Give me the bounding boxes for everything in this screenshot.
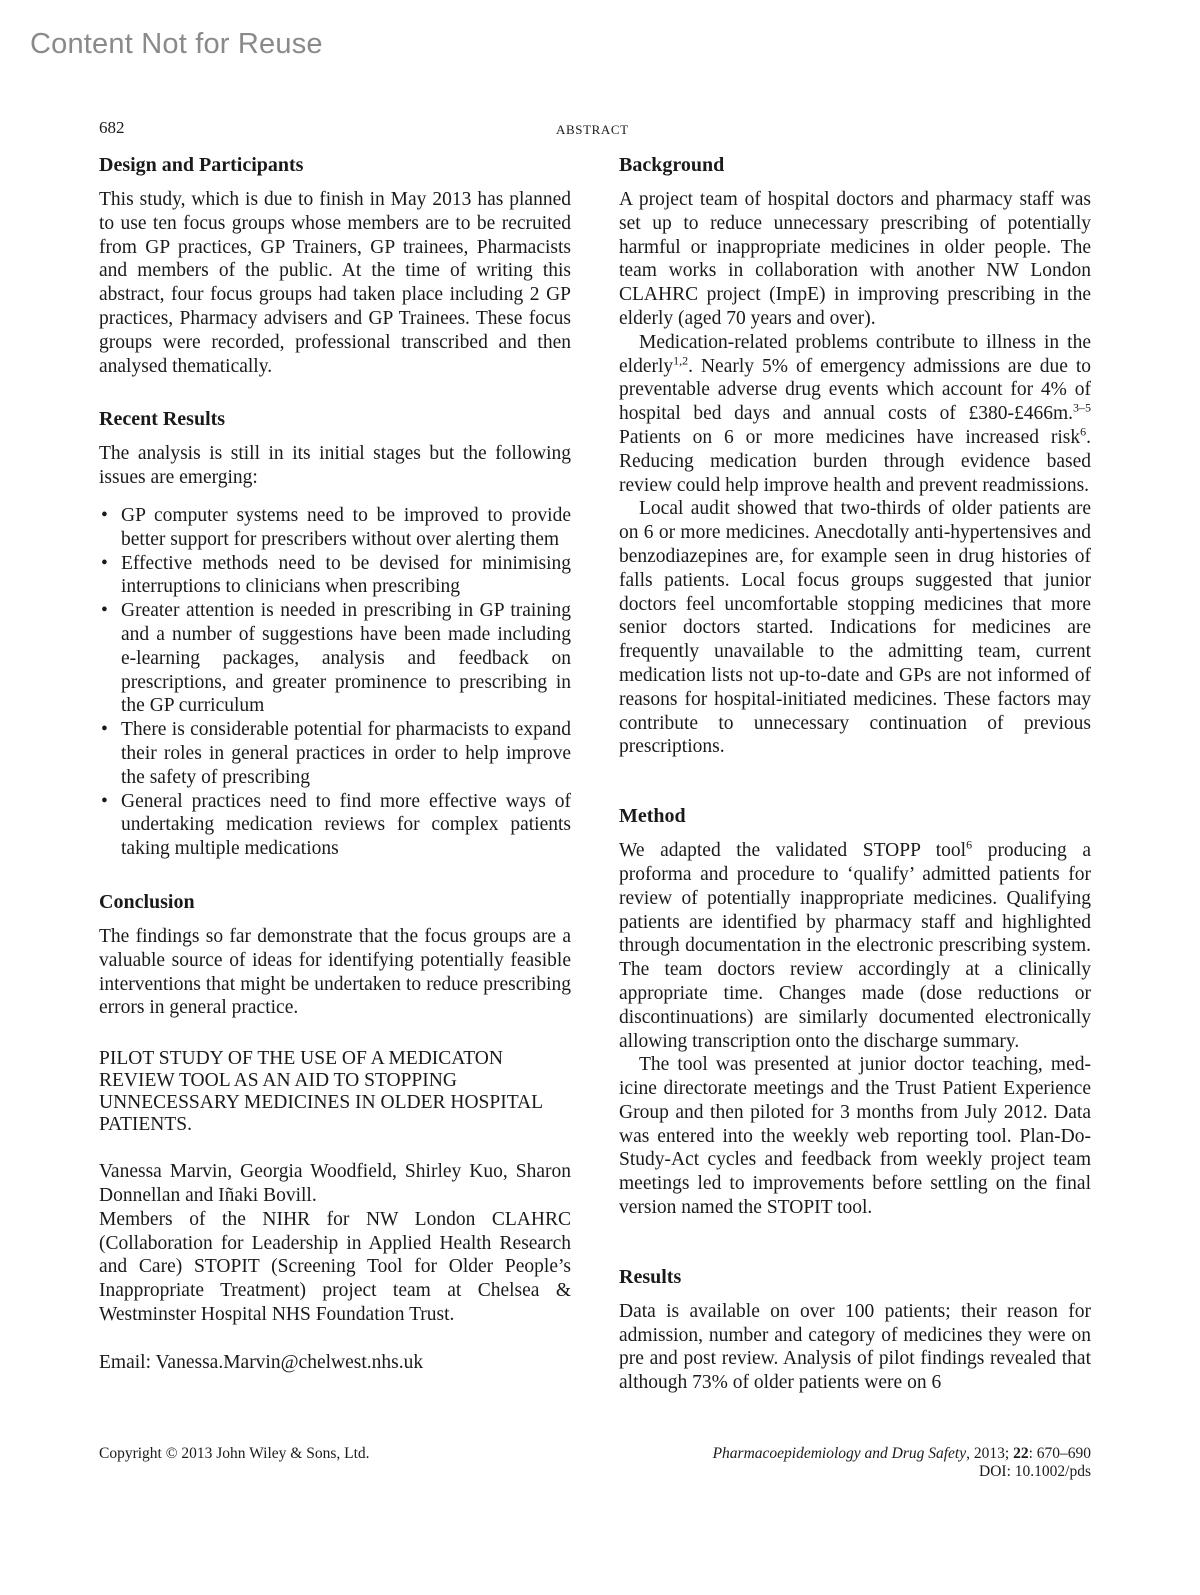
email: Email: Vanessa.Marvin@chelwest.nhs.uk <box>99 1351 424 1373</box>
results-text: Data is available on over 100 patients; their reason for admission, number and category of medicines they were on pre and post review. Analysis of pilot findings revealed that although 73% of older patients were on 6 <box>619 1300 1091 1394</box>
list-item <box>99 718 571 789</box>
citation: 1,2 <box>673 353 689 368</box>
background-paragraph-2 <box>619 331 1091 498</box>
method-heading: Method <box>619 805 686 828</box>
bullet-icon: • <box>101 552 108 574</box>
bullet-icon: • <box>101 504 108 526</box>
citation-footer <box>713 1445 1091 1481</box>
bullet-icon: • <box>101 790 108 812</box>
design-heading: Design and Participants <box>99 154 304 176</box>
method-text: producing a proforma and procedure to ‘qualify’ admitted patients for review of potentially inappropriate medicines. Qualifying patients are identified by pharmacy staff and highlighted through documentation in the electronic prescribing system. The team doctors review accordingly at a clinically appropriate time. Changes made (dose reductions or discontinuations) are similarly documented electronically allowing transcription onto the discharge summary. <box>619 840 1091 1052</box>
issues-list <box>99 504 571 861</box>
background-paragraph-3: Local audit showed that two-thirds of older patients are on 6 or more medicines. Anecdotally anti-hypertensives and benzodiazepines are, for example seen in drug histories of falls patients. Local focus groups suggested that junior doctors feel uncomfortable stopping medicines that more senior doctors started. Indications for medicines are frequently unavailable to the admitting team, current medication lists not up-to-date and GPs are not informed of reasons for hospital-initiated medicines. These factors may contribute to unnecessary continuation of previous prescriptions. <box>619 498 1091 758</box>
background-text: Patients on 6 or more medicines have increased risk <box>619 426 1081 448</box>
citation: 6 <box>1080 424 1087 439</box>
background-section <box>619 152 1091 759</box>
doi: DOI: 10.1002/pds <box>979 1463 1091 1480</box>
list-item <box>99 599 571 718</box>
article-title: PILOT STUDY OF THE USE OF A MEDICATON REVIEW TOOL AS AN AID TO STOPPING UNNECESSARY MEDICINES IN OLDER HOSPITAL PATIENTS. <box>99 1048 543 1136</box>
citation: 6 <box>966 837 973 852</box>
background-text: Medication-related problems contribute to illness in the elderly <box>619 331 1091 377</box>
conclusion-section <box>99 889 571 1020</box>
list-item-text: General practices need to find more effective ways of undertaking medication reviews for complex patients taking multiple medications <box>121 790 571 860</box>
list-item <box>99 504 571 552</box>
method-text: We adapted the validated STOPP tool <box>619 840 967 862</box>
method-paragraph-2: The tool was presented at junior doctor teaching, medicine directorate meetings and the Trust Patient Experience Group and then piloted for 3 months from July 2012. Data was entered into the weekly web reporting tool. Plan-Do-Study-Act cycles and feedback from weekly project team meetings led to improvements before settling on the final version named the STOPIT tool. <box>619 1054 1091 1219</box>
left-column <box>99 152 571 1374</box>
watermark: Content Not for Reuse <box>30 28 323 60</box>
authors-block <box>99 1160 571 1374</box>
copyright: Copyright © 2013 John Wiley & Sons, Ltd. <box>99 1445 370 1462</box>
list-item-text: Greater attention is needed in prescribing in GP training and a number of suggestions have been made including e-learning packages, analysis and feedback on prescriptions, and greater prominence to prescribing in the GP curriculum <box>121 600 571 717</box>
results-section <box>619 1264 1091 1395</box>
list-item-text: There is considerable potential for pharmacists to expand their roles in general practices in order to help improve the safety of prescribing <box>121 719 571 788</box>
pages: : 670–690 <box>1028 1445 1091 1462</box>
list-item <box>99 790 571 861</box>
background-heading: Background <box>619 154 725 176</box>
recent-results-heading: Recent Results <box>99 408 226 431</box>
citation-year: , 2013; <box>966 1445 1014 1462</box>
results-heading: Results <box>619 1265 682 1288</box>
design-text: This study, which is due to finish in May 2013 has planned to use ten focus groups whose members are to be recruited from GP practices, GP Trainers, GP trainees, Pharmacists and members of the public. At the time of writing this abstract, four focus groups had taken place including 2 GP practices, Pharmacy advisers and GP Trainees. These focus groups were recorded, professional transcribed and then analysed thematically. <box>99 189 571 377</box>
method-paragraph-1 <box>619 839 1091 1053</box>
design-section <box>99 152 571 378</box>
recent-results-intro: The analysis is still in its initial stages but the following issues are emerging: <box>99 443 571 489</box>
journal-citation <box>713 1445 1091 1463</box>
volume: 22 <box>1013 1445 1029 1462</box>
background-text: . Reducing medication burden through evidence based review could help improve health and prevent readmissions. <box>619 426 1091 496</box>
conclusion-heading: Conclusion <box>99 890 195 913</box>
affiliation: Members of the NIHR for NW London CLAHRC (Collaboration for Leadership in Applied Health Research and Care) STOPIT (Screening Tool for Older People’s Inappropriate Treatment) project team at Chelsea & Westminster Hospital NHS Foundation Trust. <box>99 1208 571 1325</box>
method-section <box>619 803 1091 1220</box>
bullet-icon: • <box>101 719 108 741</box>
author-list: Vanessa Marvin, Georgia Woodfield, Shirley Kuo, Sharon Donnellan and Iñaki Bovill. <box>99 1161 571 1206</box>
right-column <box>619 152 1091 1423</box>
list-item <box>99 552 571 600</box>
journal-name: Pharmacoepidemiology and Drug Safety <box>712 1445 967 1462</box>
running-head: ABSTRACT <box>556 122 629 137</box>
bullet-icon: • <box>101 600 108 622</box>
list-item-text: GP computer systems need to be improved to provide better support for prescribers without over alerting them <box>121 504 571 550</box>
recent-results-section <box>99 406 571 861</box>
background-paragraph-1: A project team of hospital doctors and pharmacy staff was set up to reduce unnecessary prescribing of potentially harmful or inappropriate medicines in older people. The team works in collaboration with another NW London CLAHRC project (ImpE) in improving prescribing in the elderly (aged 70 years and over). <box>619 189 1091 329</box>
list-item-text: Effective methods need to be devised for minimising interruptions to clinicians when prescribing <box>121 552 571 598</box>
background-text: . Nearly 5% of emergency admissions are due to preventable adverse drug events which account for 4% of hospital bed days and annual costs of £380-£466m. <box>619 355 1091 425</box>
citation: 3–5 <box>1073 400 1091 415</box>
page-number: 682 <box>99 118 125 137</box>
conclusion-text: The findings so far demonstrate that the focus groups are a valuable source of ideas for identifying potentially feasible interventions that might be undertaken to reduce prescribing errors in general practice. <box>99 925 571 1019</box>
